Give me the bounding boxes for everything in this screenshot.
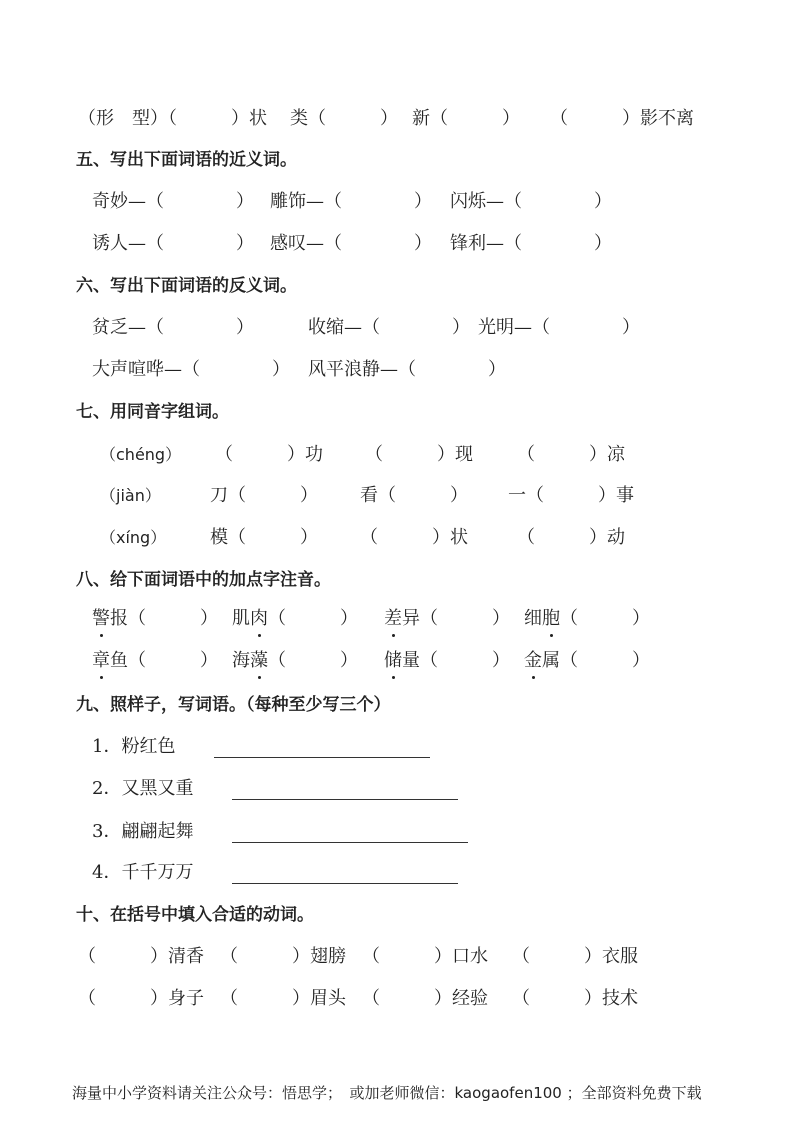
homophone-item: （ ）状: [360, 527, 468, 548]
sec5-row-1: [0, 187, 800, 217]
homophone-item: （ ）现: [365, 444, 473, 465]
pinyin-label: （jiàn）: [100, 486, 161, 505]
dotted-char: 藻: [250, 646, 268, 676]
example-word: 3．翩翩起舞: [92, 821, 194, 842]
homophone-item: （ ）凉: [517, 444, 625, 465]
section-5-title: 五、写出下面词语的近义词。: [76, 150, 297, 170]
phonetic-item: 细胞（ ）: [524, 604, 650, 634]
top-fill-line: [0, 104, 800, 134]
sec10-row-1: [0, 942, 800, 972]
example-word: 4．千千万万: [92, 862, 194, 883]
section-8-title: 八、给下面词语中的加点字注音。: [76, 570, 331, 590]
phonetic-item: 差异（ ）: [384, 604, 510, 634]
answer-line[interactable]: [214, 757, 430, 758]
answer-line[interactable]: [232, 842, 468, 843]
synonym-item: 诱人—（ ）: [92, 233, 254, 254]
dotted-char: 差: [384, 604, 402, 634]
fill-item: （ ）影不离: [550, 108, 694, 129]
sec9-item-2: [0, 774, 800, 804]
sec7-row-3: [0, 523, 800, 553]
answer-line[interactable]: [232, 883, 458, 884]
synonym-item: 雕饰—（ ）: [270, 191, 432, 212]
pinyin-label: （chéng）: [100, 445, 182, 464]
phonetic-item: 金属（ ）: [524, 646, 650, 676]
homophone-item: 看（ ）: [360, 485, 468, 506]
fill-item: 类（ ）: [290, 108, 398, 129]
sec6-row-2: [0, 355, 800, 385]
verb-item: （ ）技术: [512, 988, 638, 1009]
section-10-title: 十、在括号中填入合适的动词。: [76, 905, 314, 925]
verb-item: （ ）衣服: [512, 946, 638, 967]
synonym-item: 锋利—（ ）: [450, 233, 612, 254]
answer-line[interactable]: [232, 799, 458, 800]
phonetic-item: 章鱼（ ）: [92, 646, 218, 676]
section-9-title: 九、照样子，写词语。（每种至少写三个）: [76, 695, 391, 715]
sec6-row-1: [0, 313, 800, 343]
synonym-item: 奇妙—（ ）: [92, 191, 254, 212]
fill-item: （形 型）（ ）状: [78, 108, 267, 129]
verb-item: （ ）经验: [362, 988, 488, 1009]
dotted-char: 肉: [250, 604, 268, 634]
antonym-item: 光明—（ ）: [478, 317, 640, 338]
dotted-char: 胞: [542, 604, 560, 634]
footer-note: 海量中小学资料请关注公众号：悟思学； 或加老师微信：kaogaofen100 ；全部资料免费下载: [72, 1084, 702, 1102]
homophone-item: 一（ ）事: [508, 485, 634, 506]
section-6-title: 六、写出下面词语的反义词。: [76, 276, 297, 296]
sec10-row-2: [0, 984, 800, 1014]
sec9-item-1: [0, 732, 800, 762]
homophone-item: 模（ ）: [210, 527, 318, 548]
verb-item: （ ）身子: [78, 988, 204, 1009]
antonym-item: 风平浪静—（ ）: [308, 359, 506, 380]
verb-item: （ ）口水: [362, 946, 488, 967]
sec7-row-2: [0, 481, 800, 511]
example-word: 2．又黑又重: [92, 778, 194, 799]
example-word: 1．粉红色: [92, 736, 176, 757]
homophone-item: （ ）动: [517, 527, 625, 548]
antonym-item: 大声喧哗—（ ）: [92, 359, 290, 380]
homophone-item: 刀（ ）: [210, 485, 318, 506]
phonetic-item: 警报（ ）: [92, 604, 218, 634]
dotted-char: 储: [384, 646, 402, 676]
sec7-row-1: [0, 440, 800, 470]
phonetic-item: 储量（ ）: [384, 646, 510, 676]
sec9-item-4: [0, 858, 800, 888]
dotted-char: 警: [92, 604, 110, 634]
verb-item: （ ）翅膀: [220, 946, 346, 967]
phonetic-item: 肌肉（ ）: [232, 604, 358, 634]
fill-item: 新（ ）: [412, 108, 520, 129]
dotted-char: 章: [92, 646, 110, 676]
antonym-item: 贫乏—（ ）: [92, 317, 254, 338]
synonym-item: 感叹—（ ）: [270, 233, 432, 254]
dotted-char: 金: [524, 646, 542, 676]
pinyin-label: （xíng）: [100, 528, 167, 547]
verb-item: （ ）眉头: [220, 988, 346, 1009]
homophone-item: （ ）功: [215, 444, 323, 465]
phonetic-item: 海藻（ ）: [232, 646, 358, 676]
sec5-row-2: [0, 229, 800, 259]
sec9-item-3: [0, 817, 800, 847]
section-7-title: 七、用同音字组词。: [76, 402, 229, 422]
sec8-row-1: [0, 604, 800, 634]
sec8-row-2: [0, 646, 800, 676]
verb-item: （ ）清香: [78, 946, 204, 967]
antonym-item: 收缩—（ ）: [308, 317, 470, 338]
synonym-item: 闪烁—（ ）: [450, 191, 612, 212]
